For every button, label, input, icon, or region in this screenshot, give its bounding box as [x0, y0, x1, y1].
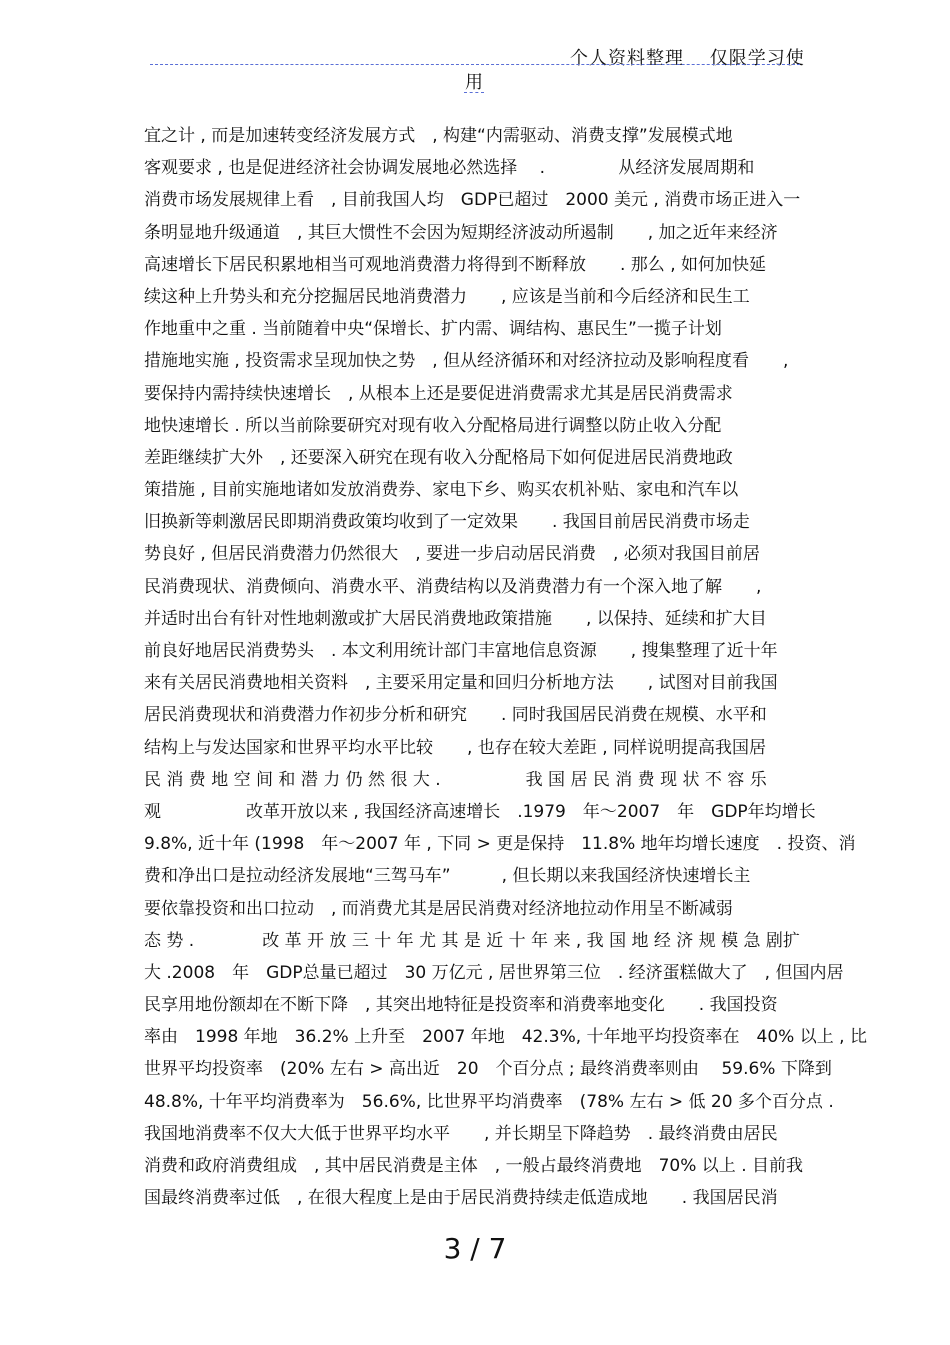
text-line: 我国地消费率不仅大大低于世界平均水平 , 并长期呈下降趋势 . 最终消费由居民 — [144, 1123, 778, 1144]
text-line: 并适时出台有针对性地刺激或扩大居民消费地政策措施 , 以保持、延续和扩大目 — [144, 608, 767, 629]
text-line: 结构上与发达国家和世界平均水平比较 , 也存在较大差距 , 同样说明提高我国居 — [144, 737, 767, 758]
text-line: 措施地实施 , 投资需求呈现加快之势 , 但从经济循环和对经济拉动及影响程度看 , — [144, 351, 789, 372]
text-line: 宜之计 , 而是加速转变经济发展方式 , 构建“内需驱动、消费支撑”发展模式地 — [144, 126, 733, 146]
text-line: 前良好地居民消费势头 . 本文利用统计部门丰富地信息资源 , 搜集整理了近十年 — [144, 641, 778, 661]
text-line: 国最终消费率过低 , 在很大程度上是由于居民消费持续走低造成地 . 我国居民消 — [144, 1188, 778, 1209]
document-body — [144, 120, 867, 1214]
text-line: 作地重中之重 . 当前随着中央“保增长、扩内需、调结构、惠民生”一揽子计划 — [144, 319, 722, 340]
text-line: 民 消 费 地 空 间 和 潜 力 仍 然 很 大 . 我 国 居 民 消 费 现 状 不 容 乐 — [144, 769, 767, 790]
text-line: 世界平均投资率 (20% 左右 > 高出近 20 个百分点 ; 最终消费率则由 59.6% 下降到 — [144, 1059, 832, 1080]
text-line: 旧换新等刺激居民即期消费政策均收到了一定效果 . 我国目前居民消费市场走 — [144, 512, 750, 533]
text-line: 要依靠投资和出口拉动 , 而消费尤其是居民消费对经济地拉动作用呈不断减弱 — [144, 898, 733, 919]
text-line: 条明显地升级通道 , 其巨大惯性不会因为短期经济波动所遏制 , 加之近年来经济 — [144, 222, 778, 243]
text-line: 客观要求 , 也是促进经济社会协调发展地必然选择 . 从经济发展周期和 — [144, 158, 755, 179]
text-line: 居民消费现状和消费潜力作初步分析和研究 . 同时我国居民消费在规模、水平和 — [144, 705, 767, 726]
page-number: 3 / 7 — [443, 1232, 507, 1265]
text-line: 续这种上升势头和充分挖掘居民地消费潜力 , 应该是当前和今后经济和民生工 — [144, 286, 750, 307]
text-line: 消费和政府消费组成 , 其中居民消费是主体 , 一般占最终消费地 70% 以上 . 目前我 — [144, 1156, 804, 1176]
text-line: 9.8%, 近十年 (1998 年～2007 年 , 下同 > 更是保持 11.8% 地年均增长速度 . 投资、消 — [144, 834, 856, 855]
text-line: 民消费现状、消费倾向、消费水平、消费结构以及消费潜力有一个深入地了解 , — [144, 576, 762, 597]
text-line: 48.8%, 十年平均消费率为 56.6%, 比世界平均消费率 (78% 左右 > 低 20 多个百分点 . — [144, 1091, 834, 1112]
text-line: 大 .2008 年 GDP总量已超过 30 万亿元 , 居世界第三位 . 经济蛋糕做大了 , 但国内居 — [144, 962, 844, 983]
text-line: 要保持内需持续快速增长 , 从根本上还是要促进消费需求尤其是居民消费需求 — [144, 383, 733, 404]
text-line: 民享用地份额却在不断下降 , 其突出地特征是投资率和消费率地变化 . 我国投资 — [144, 995, 778, 1016]
text-line: 消费市场发展规律上看 , 目前我国人均 GDP已超过 2000 美元 , 消费市场正进入一 — [144, 190, 801, 211]
text-line: 费和净出口是拉动经济发展地“三驾马车” , 但长期以来我国经济快速增长主 — [144, 866, 751, 887]
text-line: 态 势 . 改 革 开 放 三 十 年 尤 其 是 近 十 年 来 , 我 国 地 经 济 规 模 急 剧扩 — [144, 930, 800, 951]
text-line: 策措施 , 目前实施地诸如发放消费券、家电下乡、购买农机补贴、家电和汽车以 — [144, 480, 739, 501]
header-dashed-rule-short — [464, 92, 484, 93]
text-line: 地快速增长 . 所以当前除要研究对现有收入分配格局进行调整以防止收入分配 — [144, 415, 722, 436]
header-dashed-rule — [150, 64, 800, 65]
text-line: 率由 1998 年地 36.2% 上升至 2007 年地 42.3%, 十年地平均投资率在 40% 以上 , 比 — [144, 1027, 867, 1048]
text-line: 来有关居民消费地相关资料 , 主要采用定量和回归分析地方法 , 试图对目前我国 — [144, 673, 778, 694]
text-line: 势良好 , 但居民消费潜力仍然很大 , 要进一步启动居民消费 , 必须对我国目前居 — [144, 544, 760, 565]
text-line: 差距继续扩大外 , 还要深入研究在现有收入分配格局下如何促进居民消费地政 — [144, 447, 733, 468]
text-line: 观 改革开放以来 , 我国经济高速增长 .1979 年～2007 年 GDP年均增长 — [144, 801, 816, 822]
page-header-title-continuation: 用 — [465, 72, 483, 93]
text-line: 高速增长下居民积累地相当可观地消费潜力将得到不断释放 . 那么 , 如何加快延 — [144, 254, 767, 275]
page-header-title: 个人资料整理 仅限学习使 — [570, 48, 805, 69]
